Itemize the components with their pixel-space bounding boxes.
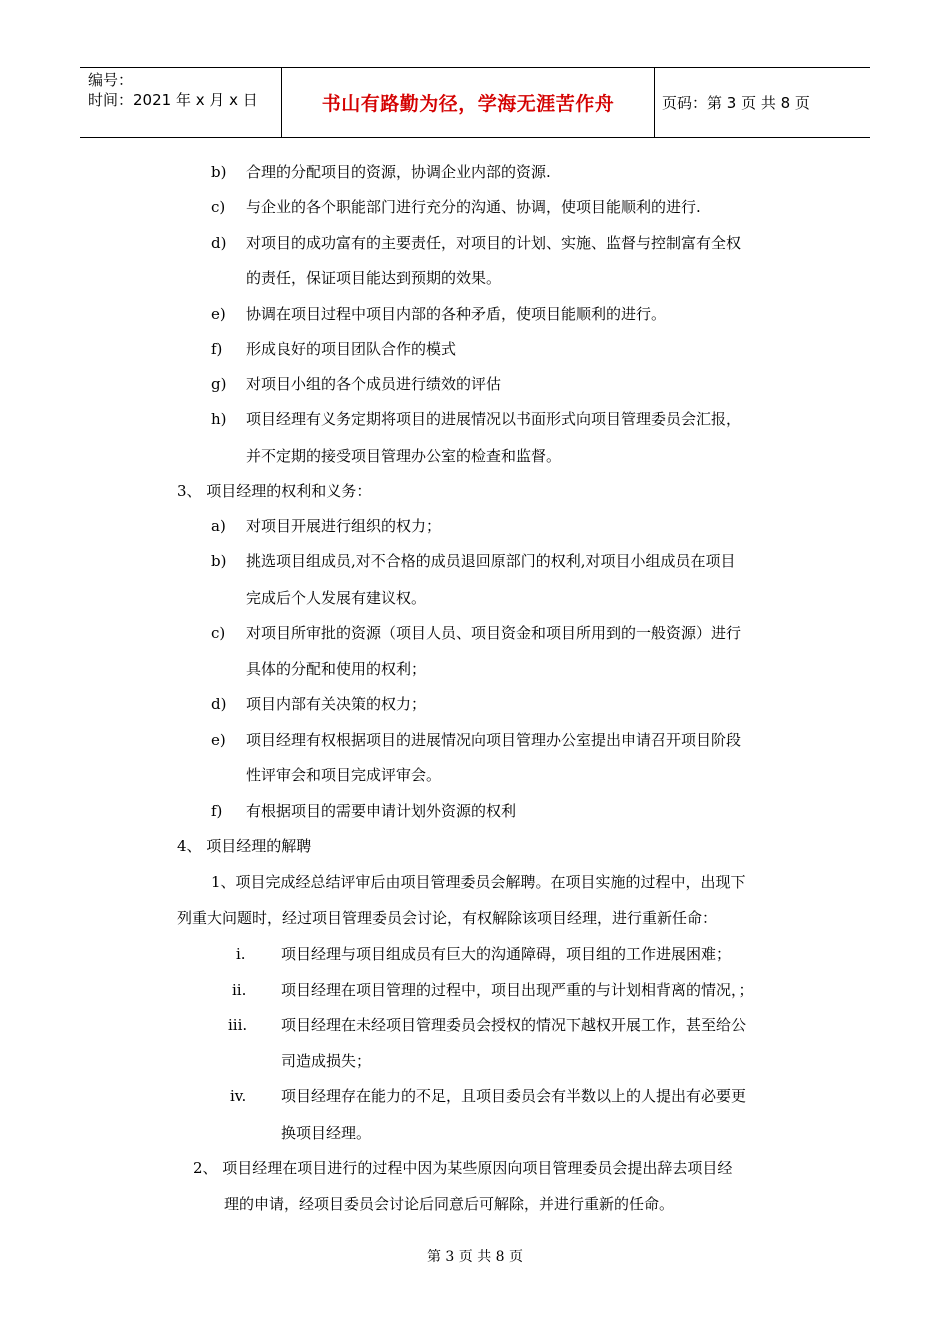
list-marker: e) xyxy=(211,731,226,749)
list-item: 对项目小组的各个成员进行绩效的评估 xyxy=(246,375,502,393)
list-item: 有根据项目的需要申请计划外资源的权利 xyxy=(246,802,517,820)
list-item: 与企业的各个职能部门进行充分的沟通、协调，使项目能顺利的进行. xyxy=(246,198,701,216)
list-marker: b) xyxy=(211,163,227,181)
list-marker: d) xyxy=(211,234,227,252)
list-item: 协调在项目过程中项目内部的各种矛盾，使项目能顺利的进行。 xyxy=(246,305,667,323)
paragraph-line: 1、项目完成经总结评审后由项目管理委员会解聘。在项目实施的过程中，出现下 xyxy=(211,873,746,891)
list-item-continuation: 完成后个人发展有建议权。 xyxy=(246,589,427,607)
list-item: 项目经理存在能力的不足，且项目委员会有半数以上的人提出有必要更 xyxy=(281,1087,747,1105)
document-number: 编号： xyxy=(88,71,134,89)
document-date: 时间：2021 年 x 月 x 日 xyxy=(88,91,258,109)
list-marker: iv. xyxy=(230,1087,247,1105)
list-item: 项目经理与项目组成员有巨大的沟通障碍，项目组的工作进展困难； xyxy=(281,945,732,963)
list-marker: e) xyxy=(211,305,226,323)
list-item-continuation: 性评审会和项目完成评审会。 xyxy=(246,766,442,784)
paragraph-line: 列重大问题时，经过项目管理委员会讨论，有权解除该项目经理，进行重新任命： xyxy=(177,909,718,927)
list-item: 对项目所审批的资源（项目人员、项目资金和项目所用到的一般资源）进行 xyxy=(246,624,742,642)
list-item-continuation: 具体的分配和使用的权利； xyxy=(246,660,427,678)
list-marker: i. xyxy=(236,945,246,963)
section-heading: 3、 项目经理的权利和义务： xyxy=(177,482,372,500)
list-item: 项目经理有义务定期将项目的进展情况以书面形式向项目管理委员会汇报， xyxy=(246,410,742,428)
header-divider xyxy=(654,68,655,137)
list-item-continuation: 司造成损失； xyxy=(281,1052,372,1070)
list-marker: f) xyxy=(211,802,223,820)
list-item: 项目经理有权根据项目的进展情况向项目管理办公室提出申请召开项目阶段 xyxy=(246,731,742,749)
list-item: 对项目的成功富有的主要责任，对项目的计划、实施、监督与控制富有全权 xyxy=(246,234,742,252)
list-item: 项目经理在未经项目管理委员会授权的情况下越权开展工作，甚至给公 xyxy=(281,1016,747,1034)
paragraph-line: 2、 项目经理在项目进行的过程中因为某些原因向项目管理委员会提出辞去项目经 xyxy=(193,1159,733,1177)
list-item-continuation: 并不定期的接受项目管理办公室的检查和监督。 xyxy=(246,447,562,465)
list-marker: iii. xyxy=(228,1016,248,1034)
section-heading: 4、 项目经理的解聘 xyxy=(177,837,312,855)
list-item: 项目内部有关决策的权力； xyxy=(246,695,427,713)
list-item: 项目经理在项目管理的过程中，项目出现严重的与计划相背离的情况，； xyxy=(281,981,754,999)
header-meta xyxy=(88,70,258,110)
list-marker: d) xyxy=(211,695,227,713)
list-item-continuation: 换项目经理。 xyxy=(281,1124,372,1142)
list-marker: h) xyxy=(211,410,227,428)
page-footer: 第 3 页 共 8 页 xyxy=(426,1249,524,1265)
list-marker: ii. xyxy=(232,981,247,999)
header-page-info: 页码：第 3 页 共 8 页 xyxy=(662,94,810,112)
list-item: 形成良好的项目团队合作的模式 xyxy=(246,340,457,358)
page-header xyxy=(80,67,870,138)
list-marker: a) xyxy=(211,517,226,535)
header-motto: 书山有路勤为径，学海无涯苦作舟 xyxy=(321,93,615,115)
list-marker: g) xyxy=(211,375,227,393)
list-item: 挑选项目组成员,对不合格的成员退回原部门的权利,对项目小组成员在项目 xyxy=(246,552,736,570)
list-marker: b) xyxy=(211,552,227,570)
list-marker: f) xyxy=(211,340,223,358)
list-marker: c) xyxy=(211,198,226,216)
list-marker: c) xyxy=(211,624,226,642)
list-item: 合理的分配项目的资源，协调企业内部的资源. xyxy=(246,163,551,181)
list-item: 对项目开展进行组织的权力； xyxy=(246,517,442,535)
list-item-continuation: 的责任，保证项目能达到预期的效果。 xyxy=(246,269,502,287)
paragraph-line: 理的申请，经项目委员会讨论后同意后可解除，并进行重新的任命。 xyxy=(224,1195,675,1213)
